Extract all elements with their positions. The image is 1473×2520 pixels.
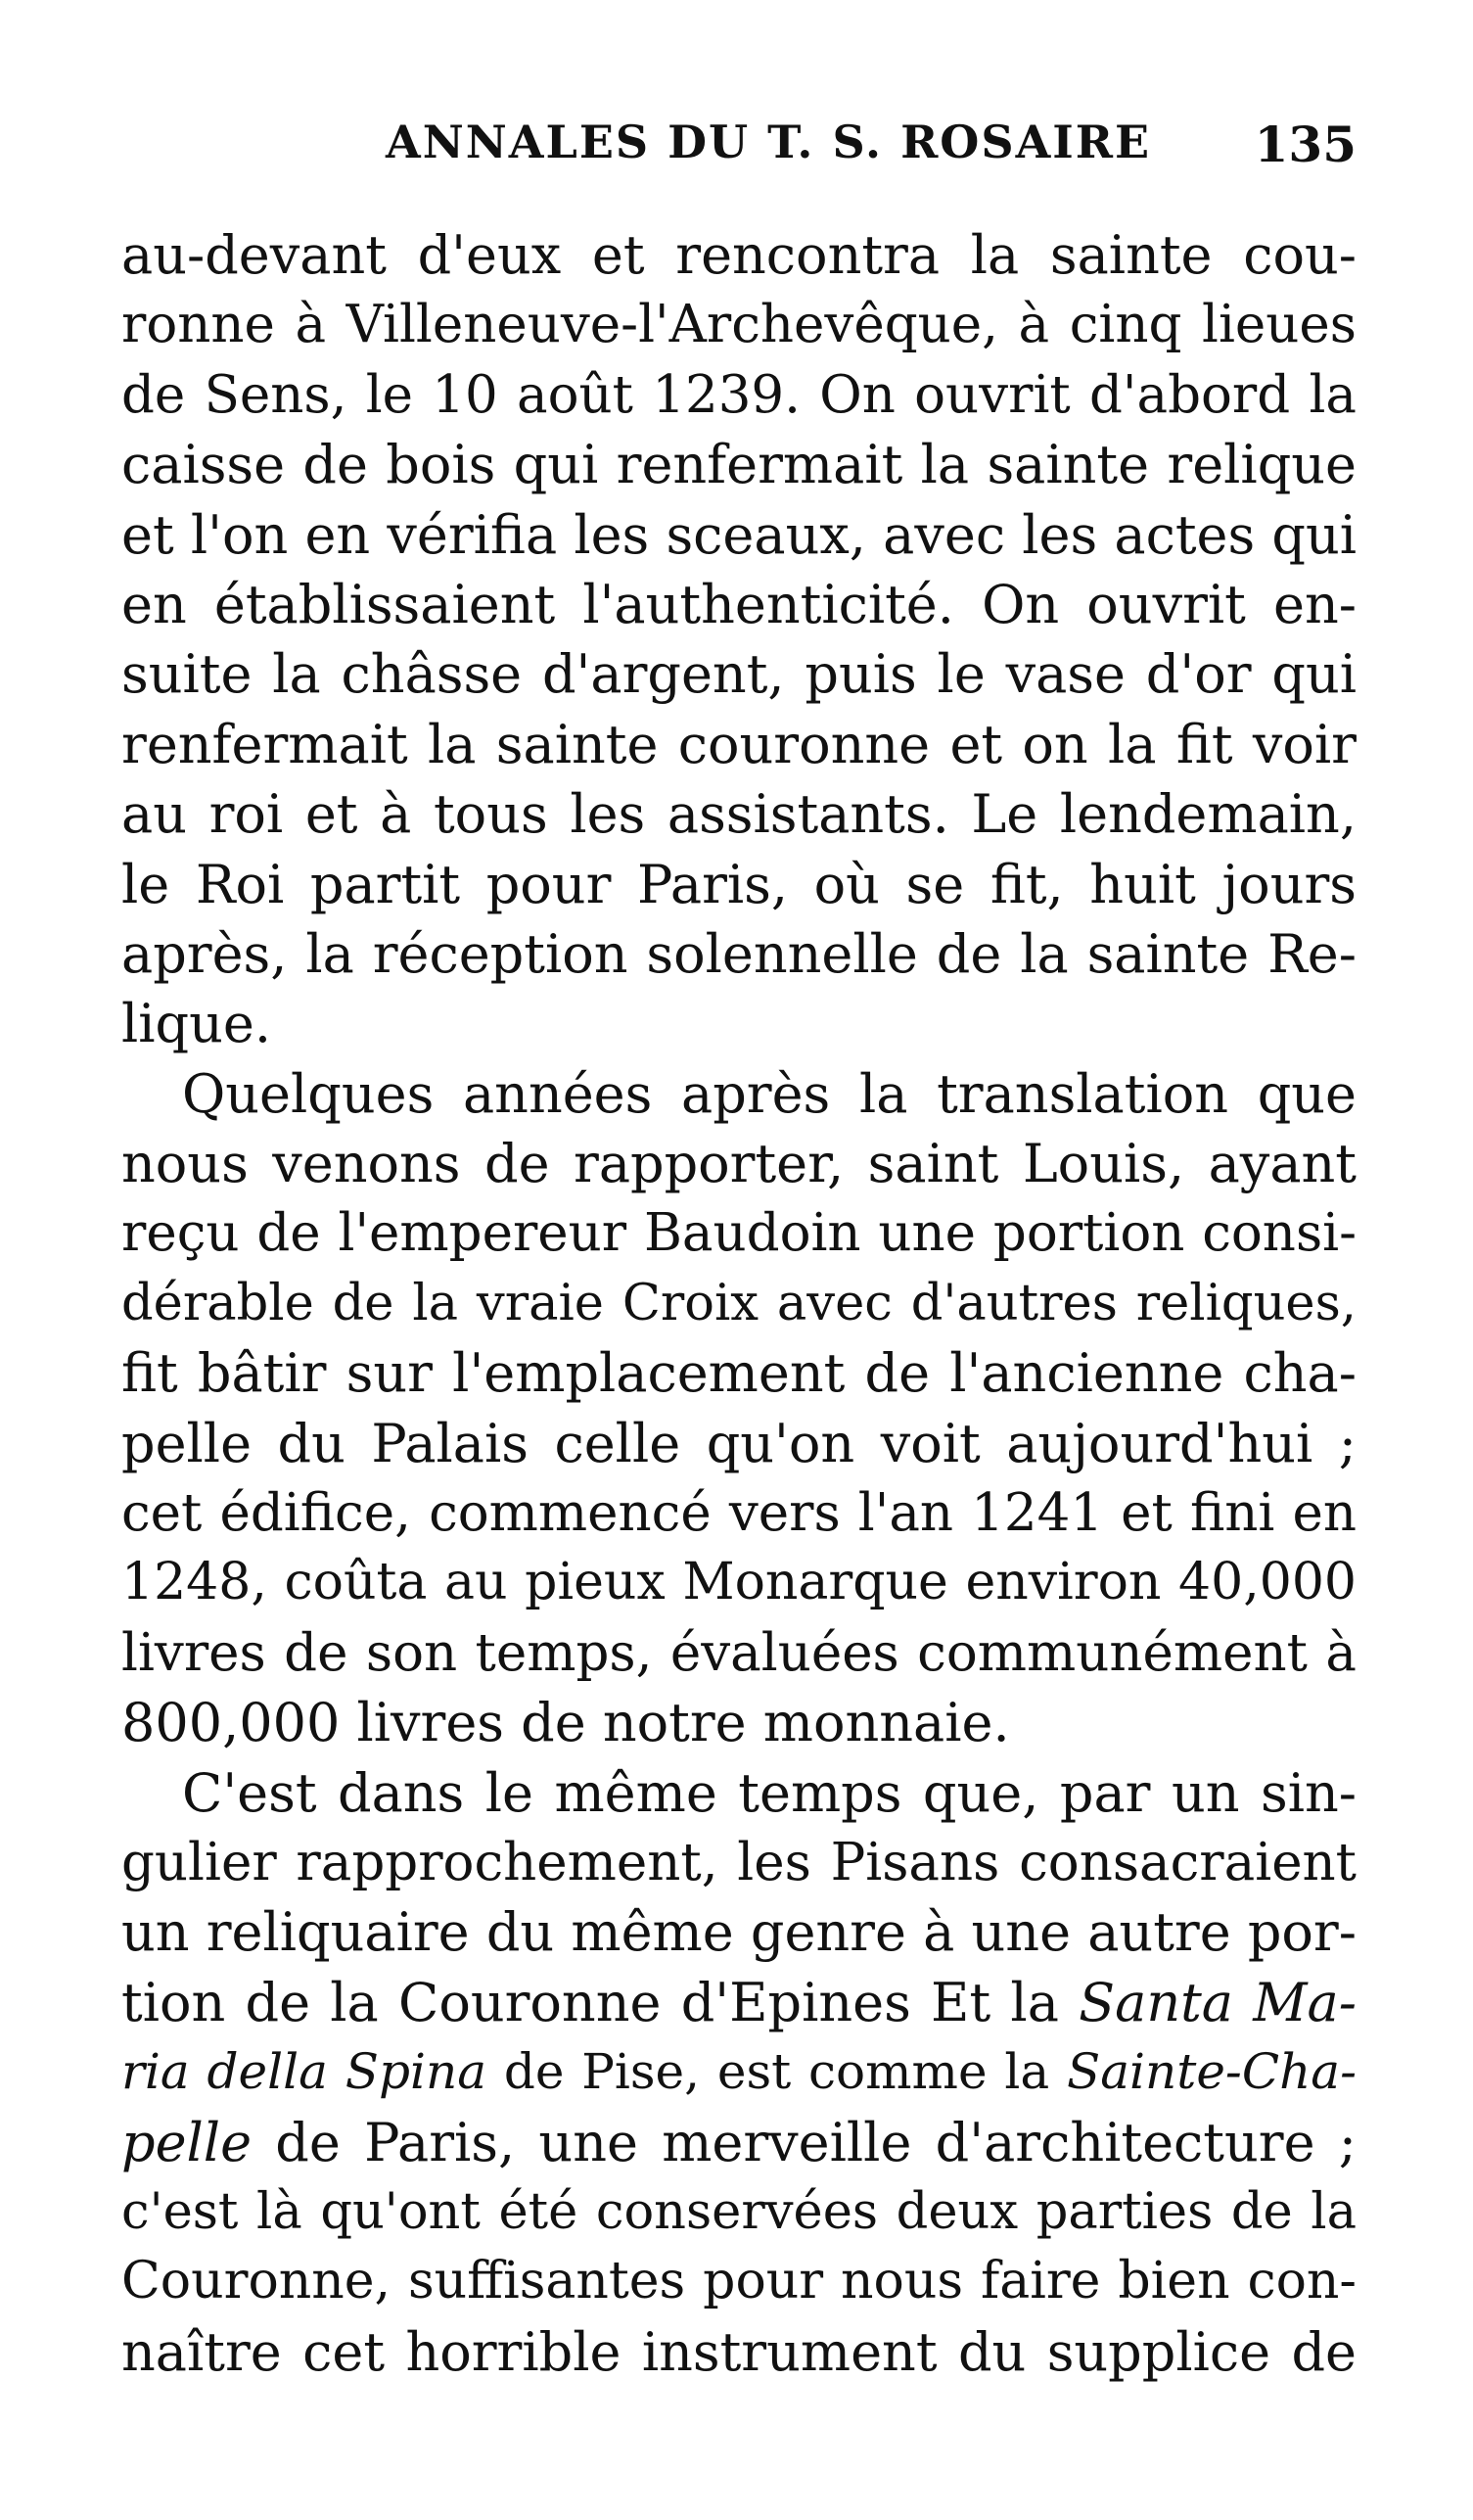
text-line: au-devant d'eux et rencontra la sainte cou- — [121, 224, 1357, 286]
text-line: C'est dans le même temps que, par un sin- — [182, 1761, 1357, 1824]
text-segment: de Pise, est comme la — [503, 2043, 1050, 2101]
italic-text-segment: Santa Ma- — [1079, 1971, 1357, 2033]
text-line: reçu de l'empereur Baudoin une portion consi- — [121, 1203, 1357, 1264]
body-text — [121, 220, 1357, 2387]
text-line: Couronne, suffisantes pour nous faire bien con- — [121, 2252, 1357, 2311]
text-line — [121, 2108, 1357, 2177]
text-line: en établissaient l'authenticité. On ouvrit en- — [121, 573, 1357, 635]
text-line: au roi et à tous les assistants. Le lendemain, — [121, 783, 1357, 846]
text-segment: de Paris, une merveille d'architecture ; — [275, 2111, 1357, 2173]
text-line: le Roi partit pour Paris, où se fit, huit jours — [121, 853, 1357, 915]
text-line: caisse de bois qui renfermait la sainte relique — [121, 434, 1357, 496]
text-line: et l'on en vérifia les sceaux, avec les actes qui — [121, 503, 1357, 566]
text-line: dérable de la vraie Croix avec d'autres reliques, — [121, 1274, 1357, 1332]
text-line: 1248, coûta au pieux Monarque environ 40,000 — [121, 1553, 1357, 1612]
text-line: naître cet horrible instrument du supplice de — [121, 2320, 1357, 2383]
italic-text-segment: pelle — [121, 2111, 253, 2173]
text-line: ronne à Villeneuve-l'Archevêque, à cinq lieues — [121, 295, 1357, 355]
text-line: Quelques années après la translation que — [182, 1062, 1357, 1125]
running-head — [121, 116, 1357, 184]
page-number: 135 — [1254, 116, 1357, 173]
text-line: pelle du Palais celle qu'on voit aujourd'hui ; — [121, 1412, 1357, 1474]
text-segment: tion de la Couronne d'Epines Et la — [121, 1971, 1059, 2033]
text-line: lique. — [121, 993, 272, 1055]
text-line: après, la réception solennelle de la sainte Re- — [121, 922, 1357, 985]
text-line: 800,000 livres de notre monnaie. — [121, 1692, 1010, 1754]
text-line: suite la châsse d'argent, puis le vase d'or qui — [121, 643, 1357, 706]
text-line: de Sens, le 10 août 1239. On ouvrit d'abord la — [121, 364, 1357, 425]
text-line: nous venons de rapporter, saint Louis, ayant — [121, 1133, 1357, 1195]
text-line: renfermait la sainte couronne et on la fit voir — [121, 713, 1357, 775]
text-line — [121, 2037, 1357, 2107]
italic-text-segment: ria della Spina — [121, 2043, 486, 2101]
running-head-title: ANNALES DU T. S. ROSAIRE — [386, 116, 1152, 168]
italic-text-segment: Sainte-Cha- — [1066, 2043, 1357, 2101]
text-line: gulier rapprochement, les Pisans consacraient — [121, 1832, 1357, 1892]
text-line: livres de son temps, évaluées communément à — [121, 1622, 1357, 1683]
text-line: un reliquaire du même genre à une autre por- — [121, 1901, 1357, 1964]
text-line: cet édifice, commencé vers l'an 1241 et fini en — [121, 1483, 1357, 1544]
text-line: c'est là qu'ont été conservées deux parties de la — [121, 2182, 1357, 2241]
text-line: fit bâtir sur l'emplacement de l'ancienne cha- — [121, 1342, 1357, 1405]
text-line — [121, 1968, 1357, 2037]
